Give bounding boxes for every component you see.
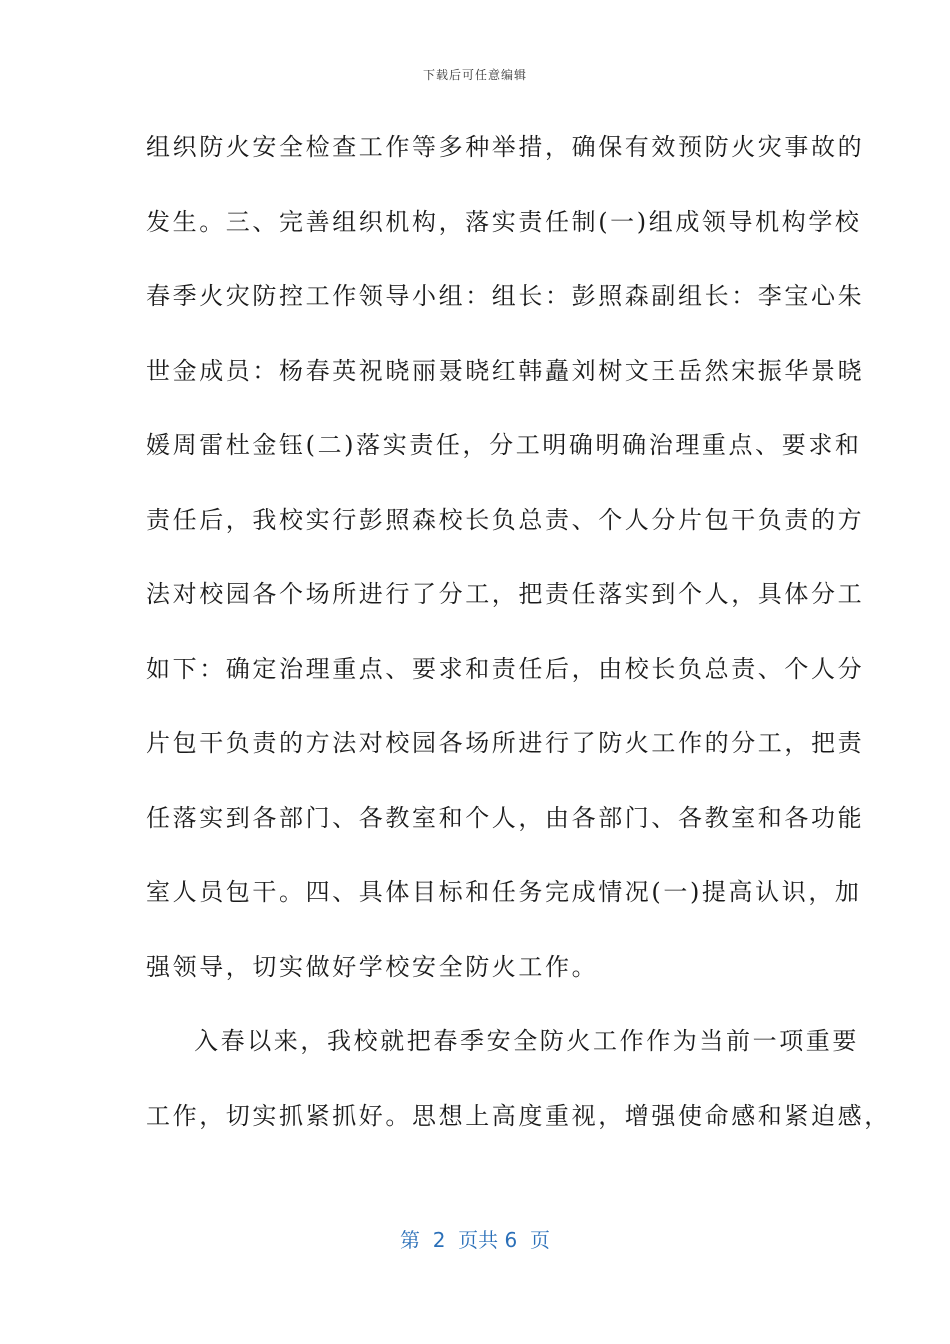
text-line: 如下：确定治理重点、要求和责任后，由校长负总责、个人分: [146, 654, 865, 683]
page-header: 下载后可任意编辑: [422, 68, 527, 82]
text-line: 强领导，切实做好学校安全防火工作。: [146, 952, 599, 981]
text-line: 任落实到各部门、各教室和个人，由各部门、各教室和各功能: [146, 803, 865, 832]
paragraph-start-line: 入春以来，我校就把春季安全防火工作作为当前一项重要: [194, 1027, 859, 1055]
text-line: 室人员包干。四、具体目标和任务完成情况(一)提高认识，加: [146, 878, 862, 906]
text-line: 媛周雷杜金钰(二)落实责任，分工明确明确治理重点、要求和: [146, 431, 862, 459]
text-line: 片包干负责的方法对校园各场所进行了防火工作的分工，把责: [146, 729, 865, 757]
document-body: [146, 124, 891, 1167]
text-line: 世金成员：杨春英祝晓丽聂晓红韩矗刘树文王岳然宋振华景晓: [146, 356, 865, 385]
text-line: 组织防火安全检查工作等多种举措，确保有效预防火灾事故的: [146, 133, 865, 161]
page-number-footer: 第 2 页共 6 页: [400, 1228, 550, 1252]
text-line: 工作，切实抓紧抓好。思想上高度重视，增强使命感和紧迫感，: [146, 1101, 891, 1130]
text-line: 发生。三、完善组织机构，落实责任制(一)组成领导机构学校: [146, 207, 862, 236]
text-line: 法对校园各个场所进行了分工，把责任落实到个人，具体分工: [146, 580, 865, 608]
text-line: 春季火灾防控工作领导小组：组长：彭照森副组长：李宝心朱: [146, 282, 865, 310]
text-line: 责任后，我校实行彭照森校长负总责、个人分片包干负责的方: [146, 505, 865, 534]
